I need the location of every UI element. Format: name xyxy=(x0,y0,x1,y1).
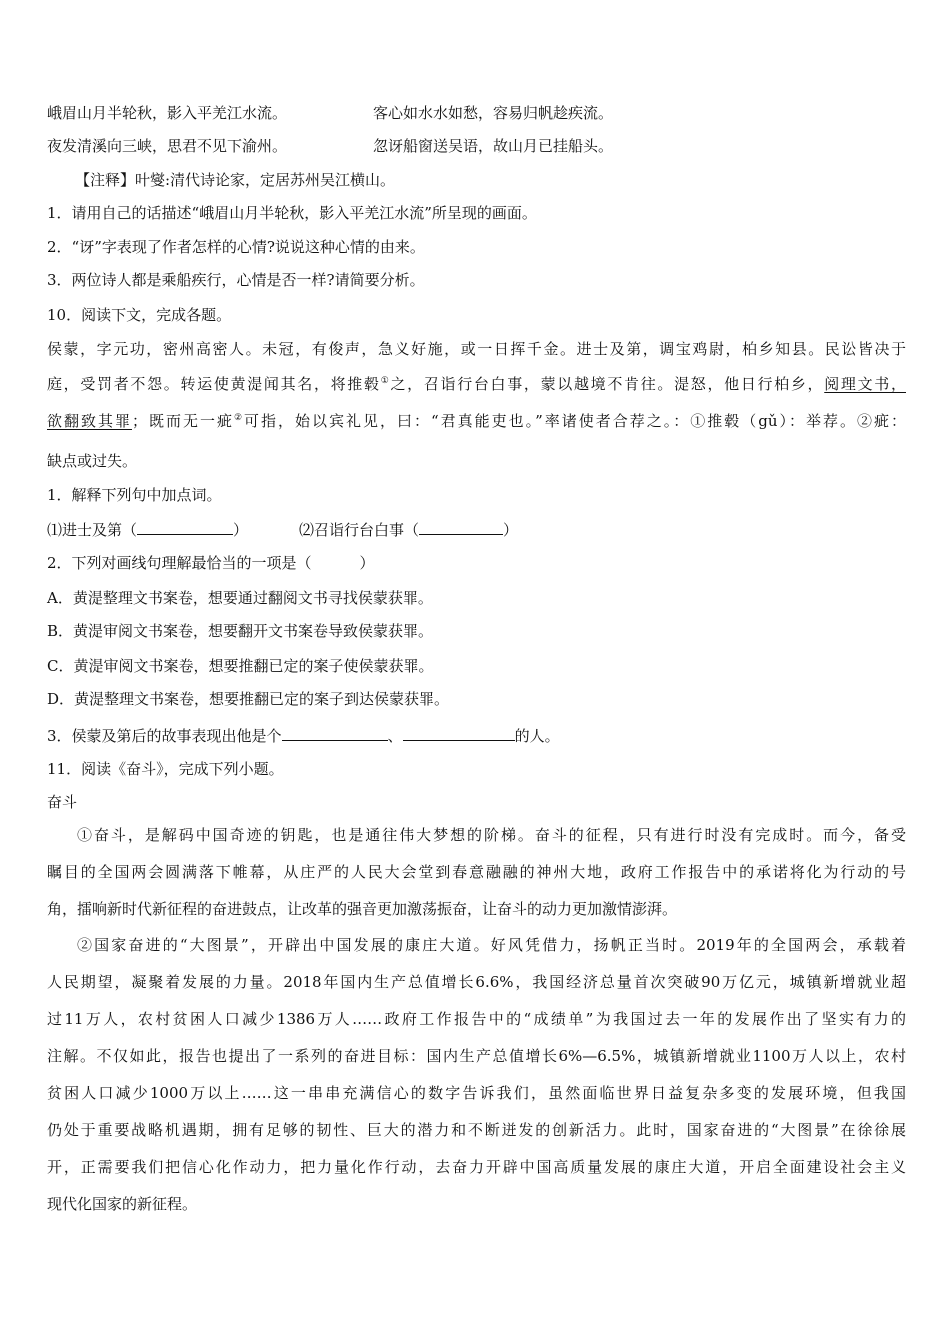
q10-sub1-b: ⑵召诣行台白事（ ） xyxy=(299,518,518,540)
q9-item-2: 2．“讶”字表现了作者怎样的心情?说说这种心情的由来。 xyxy=(47,238,425,256)
q10-passage-line-3: 欲翻致其罪；既而无一疵②可指，始以宾礼见，曰：“君真能吏也。”率诸使者合荐之。：①推毂（gǔ）：举荐。②疵： xyxy=(47,412,906,430)
q11-title: 11．阅读《奋斗》，完成下列小题。 xyxy=(47,760,284,778)
underlined-sentence-part-1: 阅理文书， xyxy=(824,375,906,393)
article-p2-line-3: 过11万人，农村贫困人口减少1386万人……政府工作报告中的“成绩单”为我国过去一年的发展作出了坚实有力的 xyxy=(47,1010,906,1028)
q10-option-c: C．黄湜审阅文书案卷，想要推翻已定的案子使侯蒙获罪。 xyxy=(47,657,434,675)
article-p2-line-8: 现代化国家的新征程。 xyxy=(47,1195,198,1213)
poem-note: 【注释】叶燮:清代诗论家，定居苏州吴江横山。 xyxy=(75,171,396,189)
q10-passage-line-1: 侯蒙，字元功，密州高密人。未冠，有俊声，急义好施，或一日挥千金。进士及第，调宝鸡尉，柏乡知县。民讼皆决于 xyxy=(47,340,906,358)
article-title: 奋斗 xyxy=(47,793,78,811)
article-p2-line-5: 贫困人口减少1000万以上……这一串串充满信心的数字告诉我们，虽然面临世界日益复杂多变的发展环境，但我国 xyxy=(47,1084,906,1102)
article-p2-line-4: 注解。不仅如此，报告也提出了一系列的奋进目标：国内生产总值增长6%—6.5%，城镇新增就业1100万人以上，农村 xyxy=(47,1047,906,1065)
poem-line-1-right: 客心如水水如愁，容易归帆趁疾流。 xyxy=(373,104,614,122)
q10-option-d: D．黄湜整理文书案卷，想要推翻已定的案子到达侯蒙获罪。 xyxy=(47,690,450,708)
answer-blank-4[interactable] xyxy=(403,724,515,741)
poem-line-2-right: 忽讶船窗送吴语，故山月已挂船头。 xyxy=(373,137,614,155)
poem-line-2-left: 夜发清溪向三峡，思君不见下渝州。 xyxy=(47,137,288,155)
q9-item-3: 3．两位诗人都是乘船疾行，心情是否一样?请简要分析。 xyxy=(47,271,425,289)
q9-item-1: 1．请用自己的话描述“峨眉山月半轮秋，影入平羌江水流”所呈现的画面。 xyxy=(47,204,537,222)
answer-blank-2[interactable] xyxy=(419,518,503,535)
article-p2-line-2: 人民期望，凝聚着发展的力量。2018年国内生产总值增长6.6%，我国经济总量首次突破90万亿元，城镇新增就业超 xyxy=(47,973,906,991)
q10-sub1-title: 1．解释下列句中加点词。 xyxy=(47,486,222,504)
article-p1-line-2: 瞩目的全国两会圆满落下帷幕，从庄严的人民大会堂到春意融融的神州大地，政府工作报告中的承诺将化为行动的号 xyxy=(47,863,906,881)
q10-sub1-a: ⑴进士及第（ ） xyxy=(47,518,248,540)
q10-passage-line-2: 庭，受罚者不怨。转运使黄湜闻其名，将推毂①之，召诣行台白事，蒙以越境不肯往。湜怒，他日行柏乡，阅理文书， xyxy=(47,375,906,393)
q10-sub3: 3．侯蒙及第后的故事表现出他是个 、 的人。 xyxy=(47,724,560,746)
answer-blank-1[interactable] xyxy=(137,518,233,535)
q10-passage-line-4: 缺点或过失。 xyxy=(47,452,138,470)
q10-option-b: B．黄湜审阅文书案卷，想要翻开文书案卷导致侯蒙获罪。 xyxy=(47,622,434,640)
answer-blank-3[interactable] xyxy=(282,724,388,741)
q10-title: 10．阅读下文，完成各题。 xyxy=(47,306,232,324)
article-p2-line-1: ②国家奋进的“大图景”，开辟出中国发展的康庄大道。好风凭借力，扬帆正当时。2019年的全国两会，承载着 xyxy=(77,936,906,954)
q10-option-a: A．黄湜整理文书案卷，想要通过翻阅文书寻找侯蒙获罪。 xyxy=(47,589,433,607)
poem-line-1-left: 峨眉山月半轮秋，影入平羌江水流。 xyxy=(47,104,288,122)
article-p2-line-7: 开，正需要我们把信心化作动力，把力量化作行动，去奋力开辟中国高质量发展的康庄大道，开启全面建设社会主义 xyxy=(47,1158,906,1176)
article-p1-line-3: 角，擂响新时代新征程的奋进鼓点，让改革的强音更加激荡振奋，让奋斗的动力更加激情澎湃。 xyxy=(47,900,678,918)
q10-sub2-title: 2．下列对画线句理解最恰当的一项是（ ） xyxy=(47,554,375,572)
underlined-sentence-part-2: 欲翻致其罪 xyxy=(47,412,132,430)
article-p1-line-1: ①奋斗，是解码中国奇迹的钥匙，也是通往伟大梦想的阶梯。奋斗的征程，只有进行时没有完成时。而今，备受 xyxy=(77,826,906,844)
article-p2-line-6: 仍处于重要战略机遇期，拥有足够的韧性、巨大的潜力和不断迸发的创新活力。此时，国家奋进的“大图景”在徐徐展 xyxy=(47,1121,906,1139)
